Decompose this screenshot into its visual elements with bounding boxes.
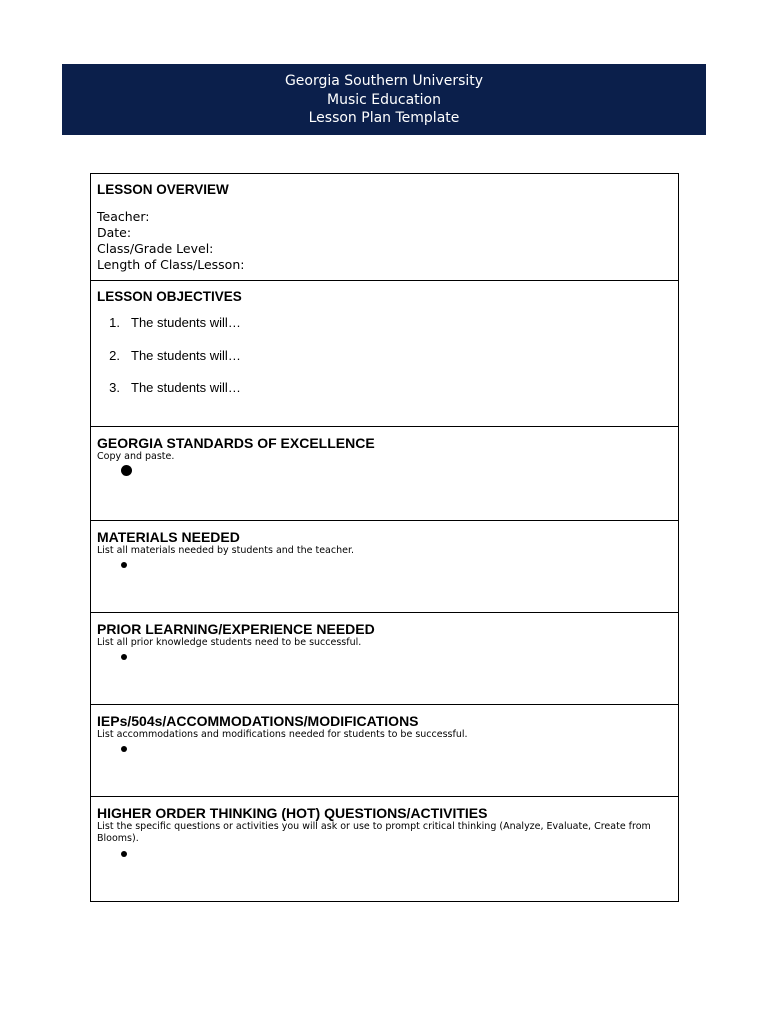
objective-text: The students will… [131, 347, 241, 363]
bullet-icon[interactable] [121, 851, 127, 857]
accommodations-title: IEPs/504s/ACCOMMODATIONS/MODIFICATIONS [97, 713, 419, 729]
lesson-length-field[interactable]: Length of Class/Lesson: [97, 257, 245, 272]
class-grade-field[interactable]: Class/Grade Level: [97, 241, 214, 256]
accommodations-section [91, 705, 678, 797]
objective-number: 1. [109, 315, 120, 330]
bullet-icon[interactable] [121, 465, 132, 476]
lesson-objectives-section [91, 281, 678, 427]
prior-learning-hint: List all prior knowledge students need to be successful. [97, 637, 362, 648]
objectives-list [97, 315, 672, 413]
standards-title: GEORGIA STANDARDS OF EXCELLENCE [97, 435, 375, 451]
hot-questions-title: HIGHER ORDER THINKING (HOT) QUESTIONS/ACTIVITIES [97, 805, 488, 821]
hot-questions-hint: List the specific questions or activities you will ask or use to prompt critical thinking (Analyze, Evaluate, Create from Blooms). [97, 821, 651, 844]
objective-number: 3. [109, 380, 120, 395]
objective-item[interactable] [97, 348, 672, 381]
document-title: Lesson Plan Template [308, 110, 460, 126]
lesson-plan-table [90, 173, 679, 902]
objective-item[interactable] [97, 380, 672, 413]
standards-section [91, 427, 678, 521]
lesson-objectives-title: LESSON OBJECTIVES [97, 289, 242, 304]
department-name: Music Education [327, 91, 441, 108]
university-name: Georgia Southern University [284, 73, 484, 89]
header-banner [62, 64, 706, 135]
date-field[interactable]: Date: [97, 225, 132, 240]
objective-text: The students will… [131, 380, 241, 395]
teacher-field[interactable]: Teacher: [97, 209, 150, 224]
bullet-icon[interactable] [121, 654, 127, 660]
bullet-icon[interactable] [121, 562, 127, 568]
standards-hint: Copy and paste. [97, 451, 175, 462]
bullet-icon[interactable] [121, 746, 127, 752]
materials-hint: List all materials needed by students and the teacher. [97, 545, 354, 556]
lesson-overview-title: LESSON OVERVIEW [97, 182, 229, 197]
hot-questions-section [91, 797, 678, 901]
objective-number: 2. [109, 347, 120, 363]
accommodations-hint: List accommodations and modifications needed for students to be successful. [97, 729, 468, 740]
prior-learning-section [91, 613, 678, 705]
materials-section [91, 521, 678, 613]
lesson-overview-section [91, 174, 678, 281]
prior-learning-title: PRIOR LEARNING/EXPERIENCE NEEDED [97, 621, 375, 637]
materials-title: MATERIALS NEEDED [97, 529, 240, 545]
objective-text: The students will… [131, 315, 241, 330]
objective-item[interactable] [97, 315, 672, 348]
